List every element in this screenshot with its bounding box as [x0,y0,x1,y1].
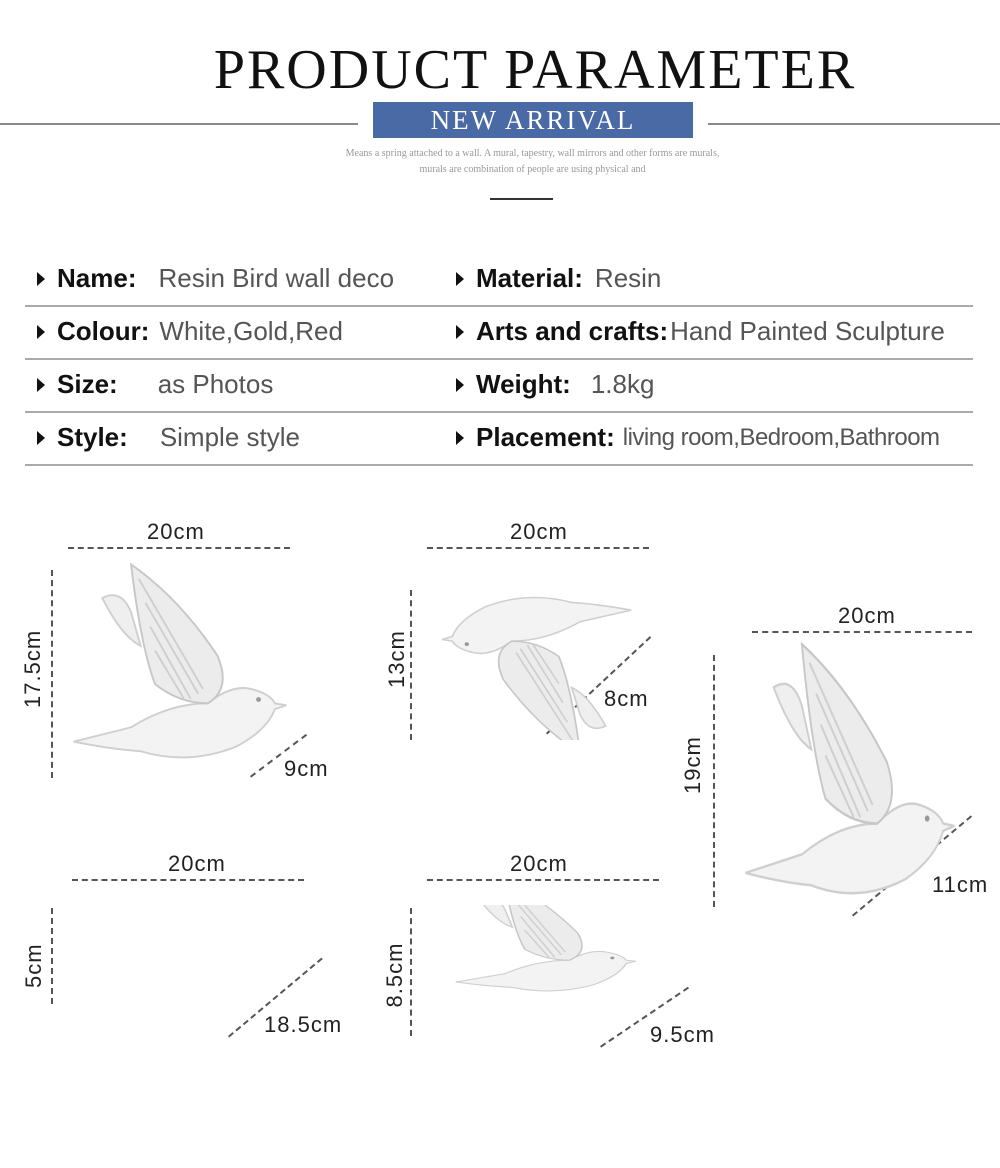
spec-colour [37,305,343,358]
bird-2-height-label: 13cm [384,630,409,688]
spec-label: Material: [476,263,583,293]
spec-row [25,305,973,360]
header-rule-left [0,123,358,125]
triangle-bullet-icon [456,378,464,392]
bird-2-width-label: 20cm [510,519,568,544]
spec-label: Placement: [476,422,615,452]
width-dimension-line [427,879,659,881]
description-divider [490,198,553,200]
width-dimension-line [752,631,972,633]
spec-style [37,411,300,464]
spec-value: Hand Painted Sculpture [670,316,945,346]
new-arrival-badge: NEW ARRIVAL [373,102,693,138]
bird-sculpture-2 [425,570,650,740]
bird-5-height-label: 8.5cm [382,942,407,1008]
bird-3-width-label: 20cm [838,603,896,628]
spec-label: Colour: [57,316,150,346]
bird-5-width-label: 20cm [510,851,568,876]
height-dimension-line [713,655,715,907]
spec-placement [456,411,940,464]
spec-material [456,252,661,305]
width-dimension-line [427,547,649,549]
spec-value: Resin Bird wall deco [158,263,395,293]
spec-value: 1.8kg [590,369,655,399]
width-dimension-line [72,879,304,881]
description-line-2: murals are combination of people are using physical and [419,164,646,175]
spec-size [37,358,273,411]
description-line-1: Means a spring attached to a wall. A mural, tapestry, wall mirrors and other forms are murals, [345,148,720,159]
bird-5-depth-label: 9.5cm [650,1022,715,1047]
triangle-bullet-icon [37,325,45,339]
spec-value: Resin [594,263,662,293]
spec-value: living room,Bedroom,Bathroom [622,423,940,451]
bird-sculpture-1 [64,555,294,775]
bird-1-depth-label: 9cm [284,756,329,781]
height-dimension-line [410,908,412,1036]
header-rule-right [708,123,1000,125]
height-dimension-line [51,570,53,778]
height-dimension-line [410,590,412,740]
bird-3-depth-label: 11cm [932,872,989,897]
bird-sculpture-3 [736,638,962,910]
spec-value: White,Gold,Red [159,316,343,346]
bird-2-depth-label: 8cm [604,686,649,711]
triangle-bullet-icon [456,272,464,286]
triangle-bullet-icon [37,431,45,445]
bird-3-height-label: 19cm [680,736,705,794]
spec-label: Name: [57,263,137,293]
spec-row [25,252,973,307]
spec-value: as Photos [157,369,274,399]
width-dimension-line [68,547,290,549]
spec-name [37,252,394,305]
bird-sculpture-5 [426,905,664,1025]
spec-label: Size: [57,369,118,399]
spec-weight [456,358,654,411]
height-dimension-line [51,908,53,1004]
page-title: PRODUCT PARAMETER [213,39,857,101]
spec-label: Arts and crafts: [476,316,669,346]
bird-4-height-label: 5cm [21,943,46,988]
header-description [260,146,805,178]
spec-arts-and-crafts [456,305,945,358]
triangle-bullet-icon [456,325,464,339]
bird-sculpture-4 [66,912,312,1028]
spec-value: Simple style [159,422,300,452]
triangle-bullet-icon [37,378,45,392]
bird-1-width-label: 20cm [147,519,205,544]
bird-4-depth-label: 18.5cm [264,1012,343,1037]
triangle-bullet-icon [456,431,464,445]
spec-label: Weight: [476,369,571,399]
spec-row [25,358,973,413]
bird-4-width-label: 20cm [168,851,226,876]
spec-row [25,411,973,466]
spec-label: Style: [57,422,128,452]
bird-1-height-label: 17.5cm [20,629,45,708]
triangle-bullet-icon [37,272,45,286]
